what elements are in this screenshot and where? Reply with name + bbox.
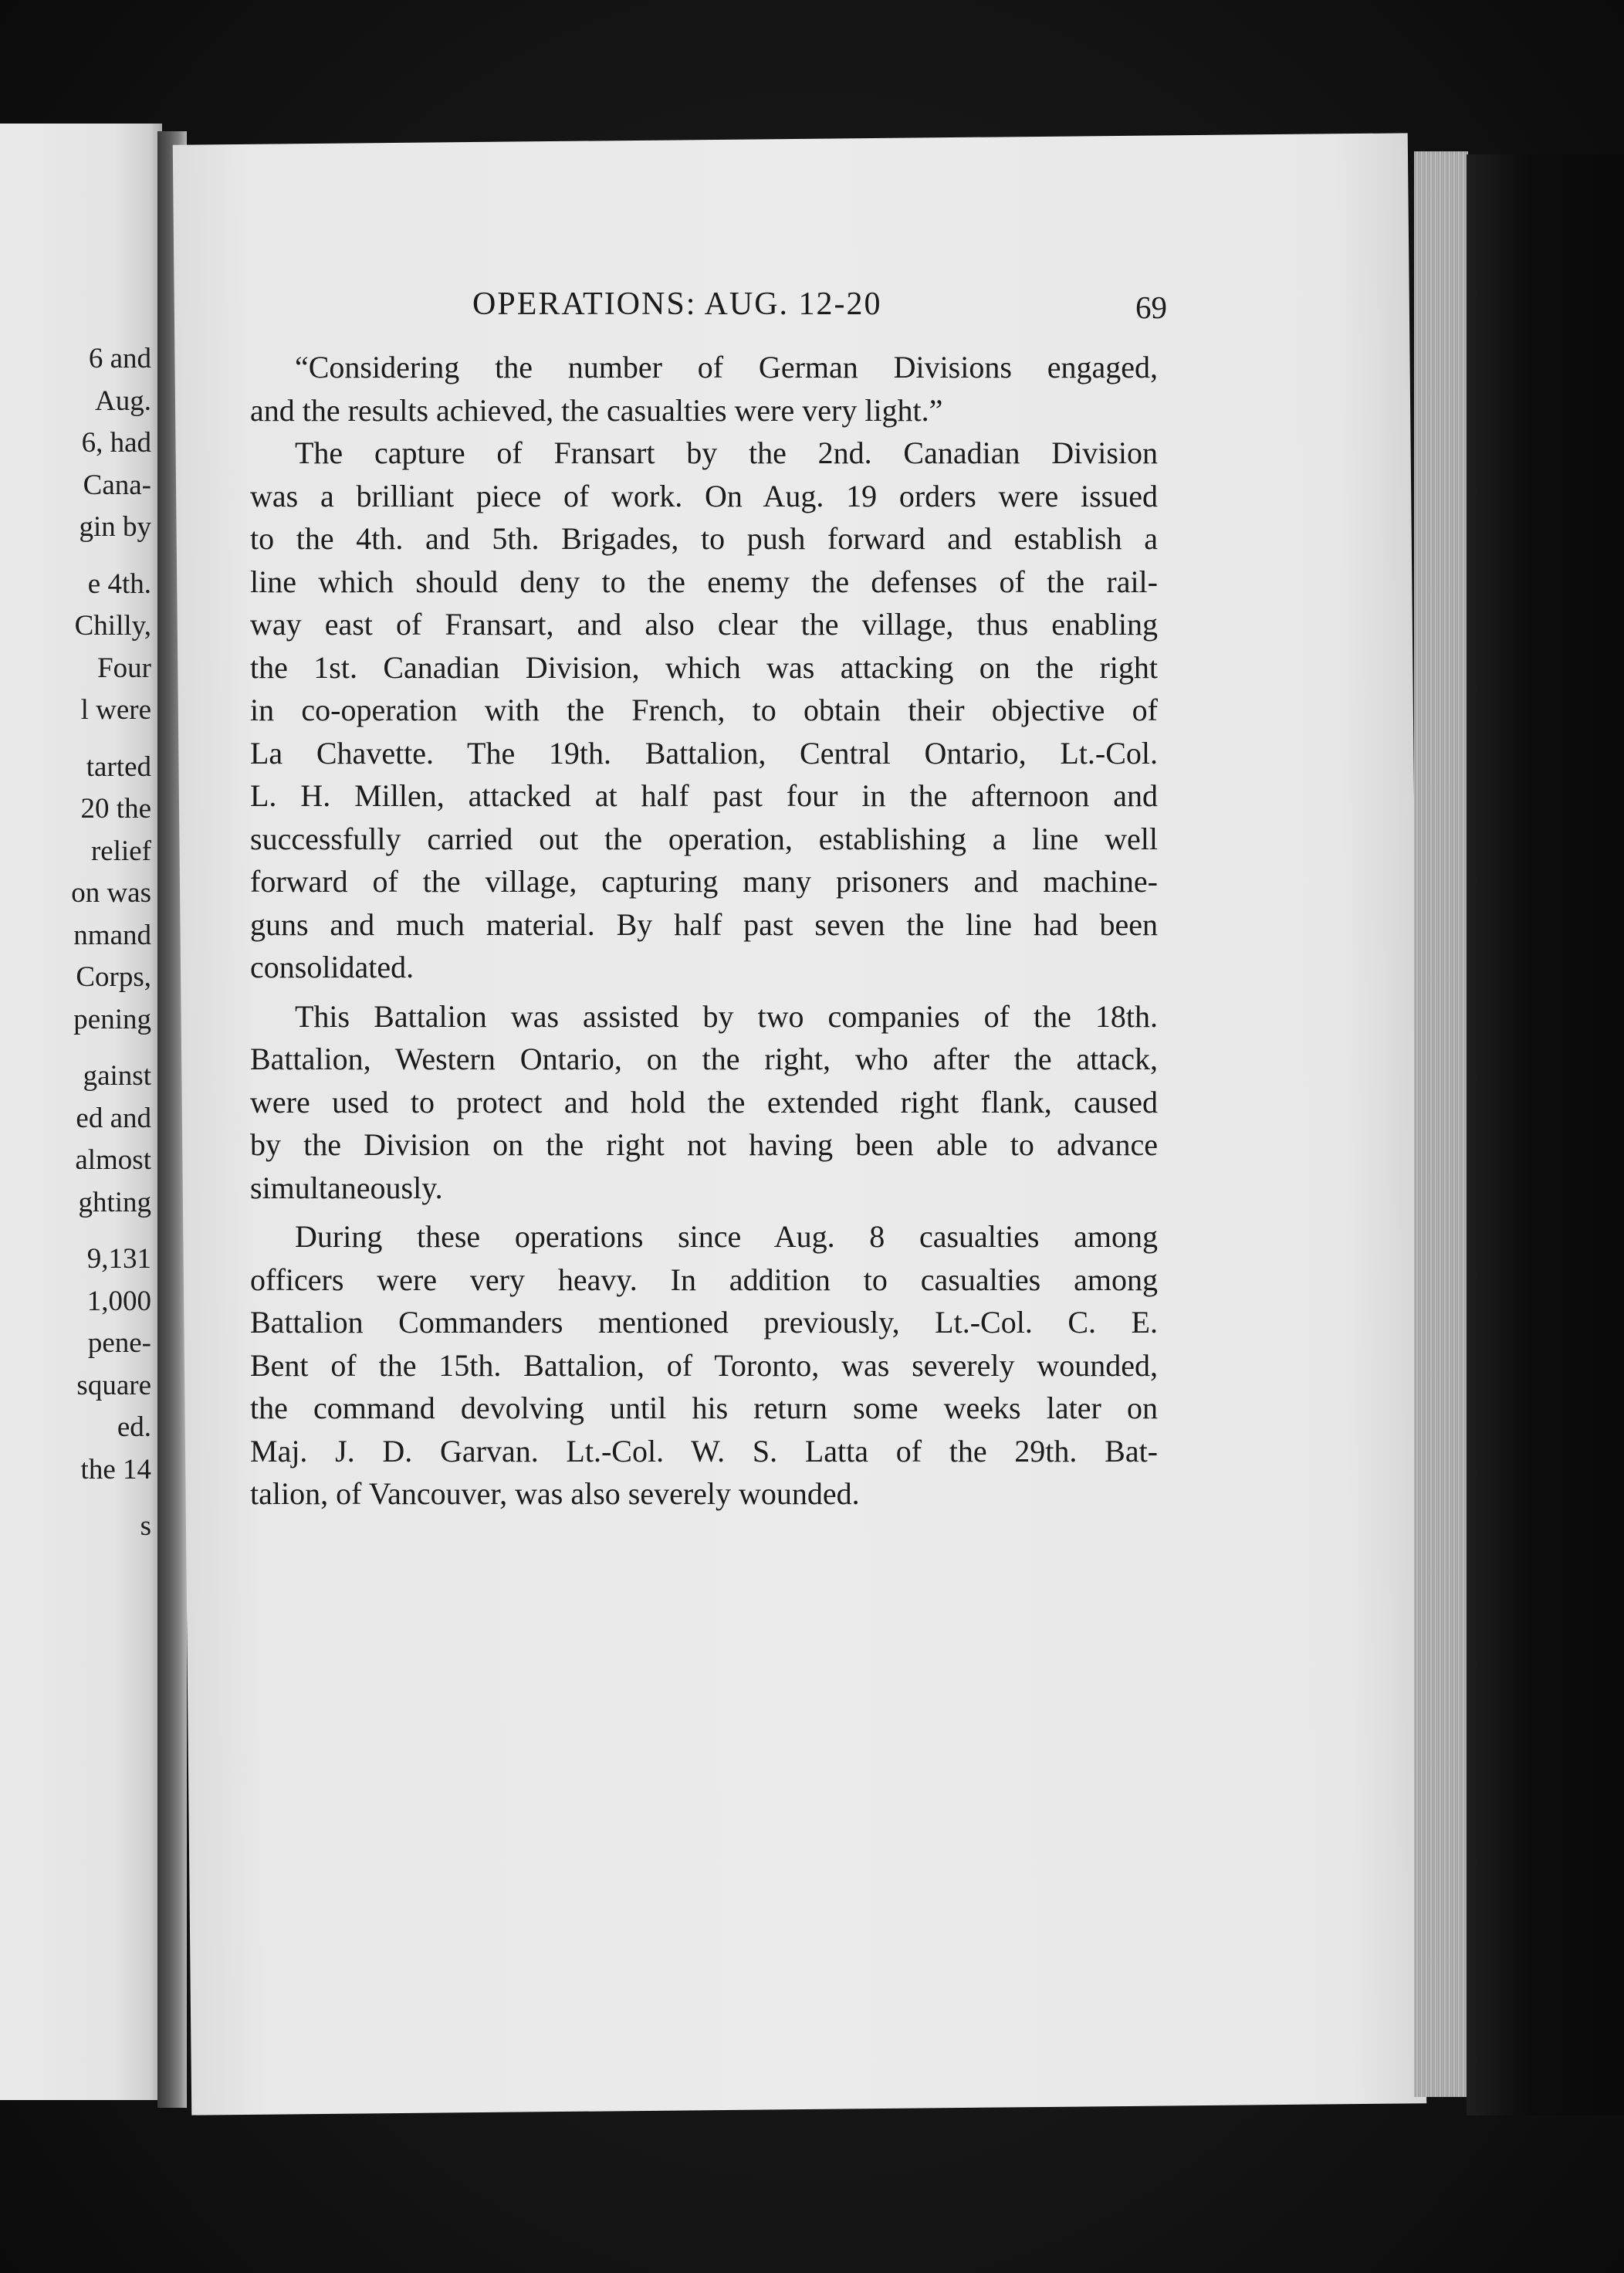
left-page-text-fragments — [0, 338, 151, 1548]
left-fragment: almost — [75, 1144, 151, 1176]
left-fragment: the 14 — [80, 1453, 151, 1485]
book-edge-shadow — [1467, 154, 1624, 2115]
left-fragment: e 4th. — [87, 567, 151, 600]
text-line: line which should deny to the enemy the defenses of the rail- — [250, 564, 1158, 599]
text-line: successfully carried out the operation, establishing a line well — [250, 821, 1158, 856]
left-fragment: Chilly, — [74, 610, 151, 642]
left-fragment: ed. — [117, 1411, 151, 1443]
left-fragment: gainst — [83, 1060, 151, 1092]
running-title: OPERATIONS: AUG. 12-20 — [472, 286, 882, 322]
text-line: consolidated. — [250, 950, 414, 984]
left-fragment: Four — [97, 652, 151, 684]
text-line: in co-operation with the French, to obtain their objective of — [250, 693, 1158, 727]
text-line: was a brilliant piece of work. On Aug. 19 orders were issued — [250, 478, 1158, 513]
text-line: Maj. J. D. Garvan. Lt.-Col. W. S. Latta of the 29th. Bat- — [250, 1433, 1158, 1468]
left-fragment: 9,131 — [86, 1243, 151, 1275]
left-fragment: pening — [73, 1003, 151, 1035]
left-fragment: gin by — [79, 511, 151, 543]
left-fragment: ed and — [76, 1102, 151, 1134]
text-line: the 1st. Canadian Division, which was attacking on the right — [250, 649, 1158, 685]
text-line: guns and much material. By half past seven the line had been — [250, 906, 1158, 942]
page-header — [290, 286, 1186, 332]
text-line: “Considering the number of German Divisions engaged, — [295, 350, 1158, 384]
left-fragment: on was — [71, 877, 151, 909]
left-fragment: l were — [80, 694, 151, 726]
page-edge-stack — [1414, 151, 1468, 2097]
text-line: the command devolving until his return some weeks later on — [250, 1391, 1158, 1425]
text-line: Bent of the 15th. Battalion, of Toronto, was severely wounded, — [250, 1347, 1158, 1383]
left-fragment: ghting — [78, 1186, 151, 1218]
text-line: were used to protect and hold the extended right flank, caused — [250, 1084, 1158, 1120]
left-fragment: 6, had — [81, 427, 151, 459]
left-fragment: 6 and — [88, 343, 151, 374]
text-line: by the Division on the right not having been able to advance — [250, 1127, 1158, 1162]
left-fragment: square — [76, 1369, 151, 1401]
text-line: Battalion Commanders mentioned previously, Lt.-Col. C. E. — [250, 1305, 1158, 1340]
body-text — [250, 346, 1158, 1516]
page-number: 69 — [1135, 290, 1167, 325]
text-line: officers were very heavy. In addition to casualties among — [250, 1262, 1158, 1297]
text-line: talion, of Vancouver, was also severely wounded. — [250, 1476, 860, 1511]
left-fragment: relief — [90, 835, 151, 867]
text-line: During these operations since Aug. 8 casualties among — [295, 1219, 1158, 1254]
left-fragment: Corps, — [76, 961, 151, 993]
left-fragment: s — [140, 1510, 151, 1542]
text-line: forward of the village, capturing many prisoners and machine- — [250, 864, 1158, 899]
left-fragment: pene- — [87, 1327, 151, 1359]
text-line: The capture of Fransart by the 2nd. Canadian Division — [295, 435, 1158, 470]
text-line: simultaneously. — [250, 1170, 443, 1205]
left-fragment: 1,000 — [86, 1285, 151, 1317]
text-line: to the 4th. and 5th. Brigades, to push forward and establish a — [250, 521, 1158, 556]
left-fragment: nmand — [73, 919, 151, 951]
text-line: This Battalion was assisted by two companies of the 18th. — [295, 998, 1158, 1034]
left-fragment: Cana- — [83, 469, 151, 501]
text-line: Battalion, Western Ontario, on the right, who after the attack, — [250, 1042, 1158, 1076]
text-line: La Chavette. The 19th. Battalion, Central Ontario, Lt.-Col. — [250, 735, 1158, 771]
text-line: way east of Fransart, and also clear the village, thus enabling — [250, 607, 1158, 642]
text-line: and the results achieved, the casualties were very light.” — [250, 392, 943, 428]
left-fragment: Aug. — [95, 384, 151, 417]
left-facing-page — [0, 124, 162, 2100]
left-fragment: tarted — [86, 750, 151, 783]
left-fragment: 20 the — [80, 793, 151, 825]
text-line: L. H. Millen, attacked at half past four in the afternoon and — [250, 778, 1158, 813]
